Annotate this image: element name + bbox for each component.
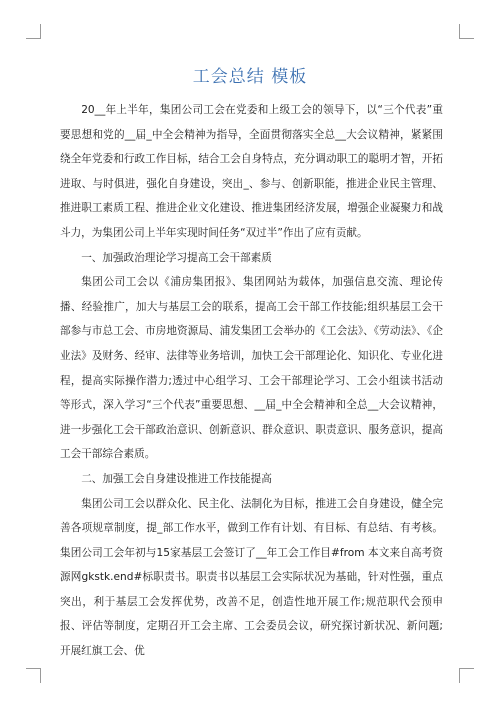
intro-paragraph: 20__年上半年，集团公司工会在党委和上级工会的领导下，以“三个代表”重要思想和党的__届_中全会精神为指导，全面贯彻落实全总__大会议精神，紧紧围绕全年党委和行政工作目标，结合工会自身特点，充分调动职工的聪明才智，开拓进取、与时俱进，强化自身建设，突出_、参与、创新职能，推进企业民主管理、推进职工素质工程、推进企业文化建设、推进集团经济发展，增强企业凝聚力和战斗力，为集团公司上半年实现时间任务“双过半”作出了应有贡献。 bbox=[60, 104, 443, 239]
section-1-paragraph: 集团公司工会以《浦房集团报》、集团网站为载体，加强信息交流、理论传播、经验推广，加大与基层工会的联系，提高工会干部工作技能;组织基层工会干部参与市总工会、市房地资源局、浦发集团工会举办的《工会法》、《劳动法》、《企业法》及财务、经审、法律等业务培训，加快工会干部理论化、知识化、专业化进程，提高实际操作潜力;透过中心组学习、工会干部理论学习、工会小组读书活动等形式，深入学习“三个代表”重要思想、__届_中全会精神和全总__大会议精神，进一步强化工会干部政治意识、创新意识、群众意识、职责意识、服务意识，提高工会干部综合素质。 bbox=[60, 276, 443, 461]
crop-mark-bottom-right bbox=[459, 668, 474, 683]
crop-mark-top-left bbox=[26, 24, 41, 39]
document-title: 工会总结 模板 bbox=[192, 67, 308, 87]
document-body bbox=[60, 98, 443, 664]
section-heading-1: 一、加强政治理论学习提高工会干部素质 bbox=[81, 251, 272, 264]
section-heading-2: 二、加强工会自身建设推进工作技能提高 bbox=[81, 472, 272, 485]
section-2-paragraph: 集团公司工会以群众化、民主化、法制化为目标，推进工会自身建设，健全完善各项规章制度，提_部工作水平，做到工作有计划、有目标、有总结、有考核。集团公司工会年初与15家基层工会签订了__年工会工作目#from 本文来自高考资源网gkstk.end#标职责书。职责书以基层工会实际状况为基础，针对性强，重点突出，利于基层工会发挥优势，改善不足，创造性地开展工作;规范职代会预申报、评估等制度，定期召开工会主席、工会委员会议，研究探讨新状况、新问题;开展红旗工会、优 bbox=[60, 497, 443, 658]
crop-mark-bottom-left bbox=[26, 668, 41, 683]
crop-mark-top-right bbox=[459, 24, 474, 39]
